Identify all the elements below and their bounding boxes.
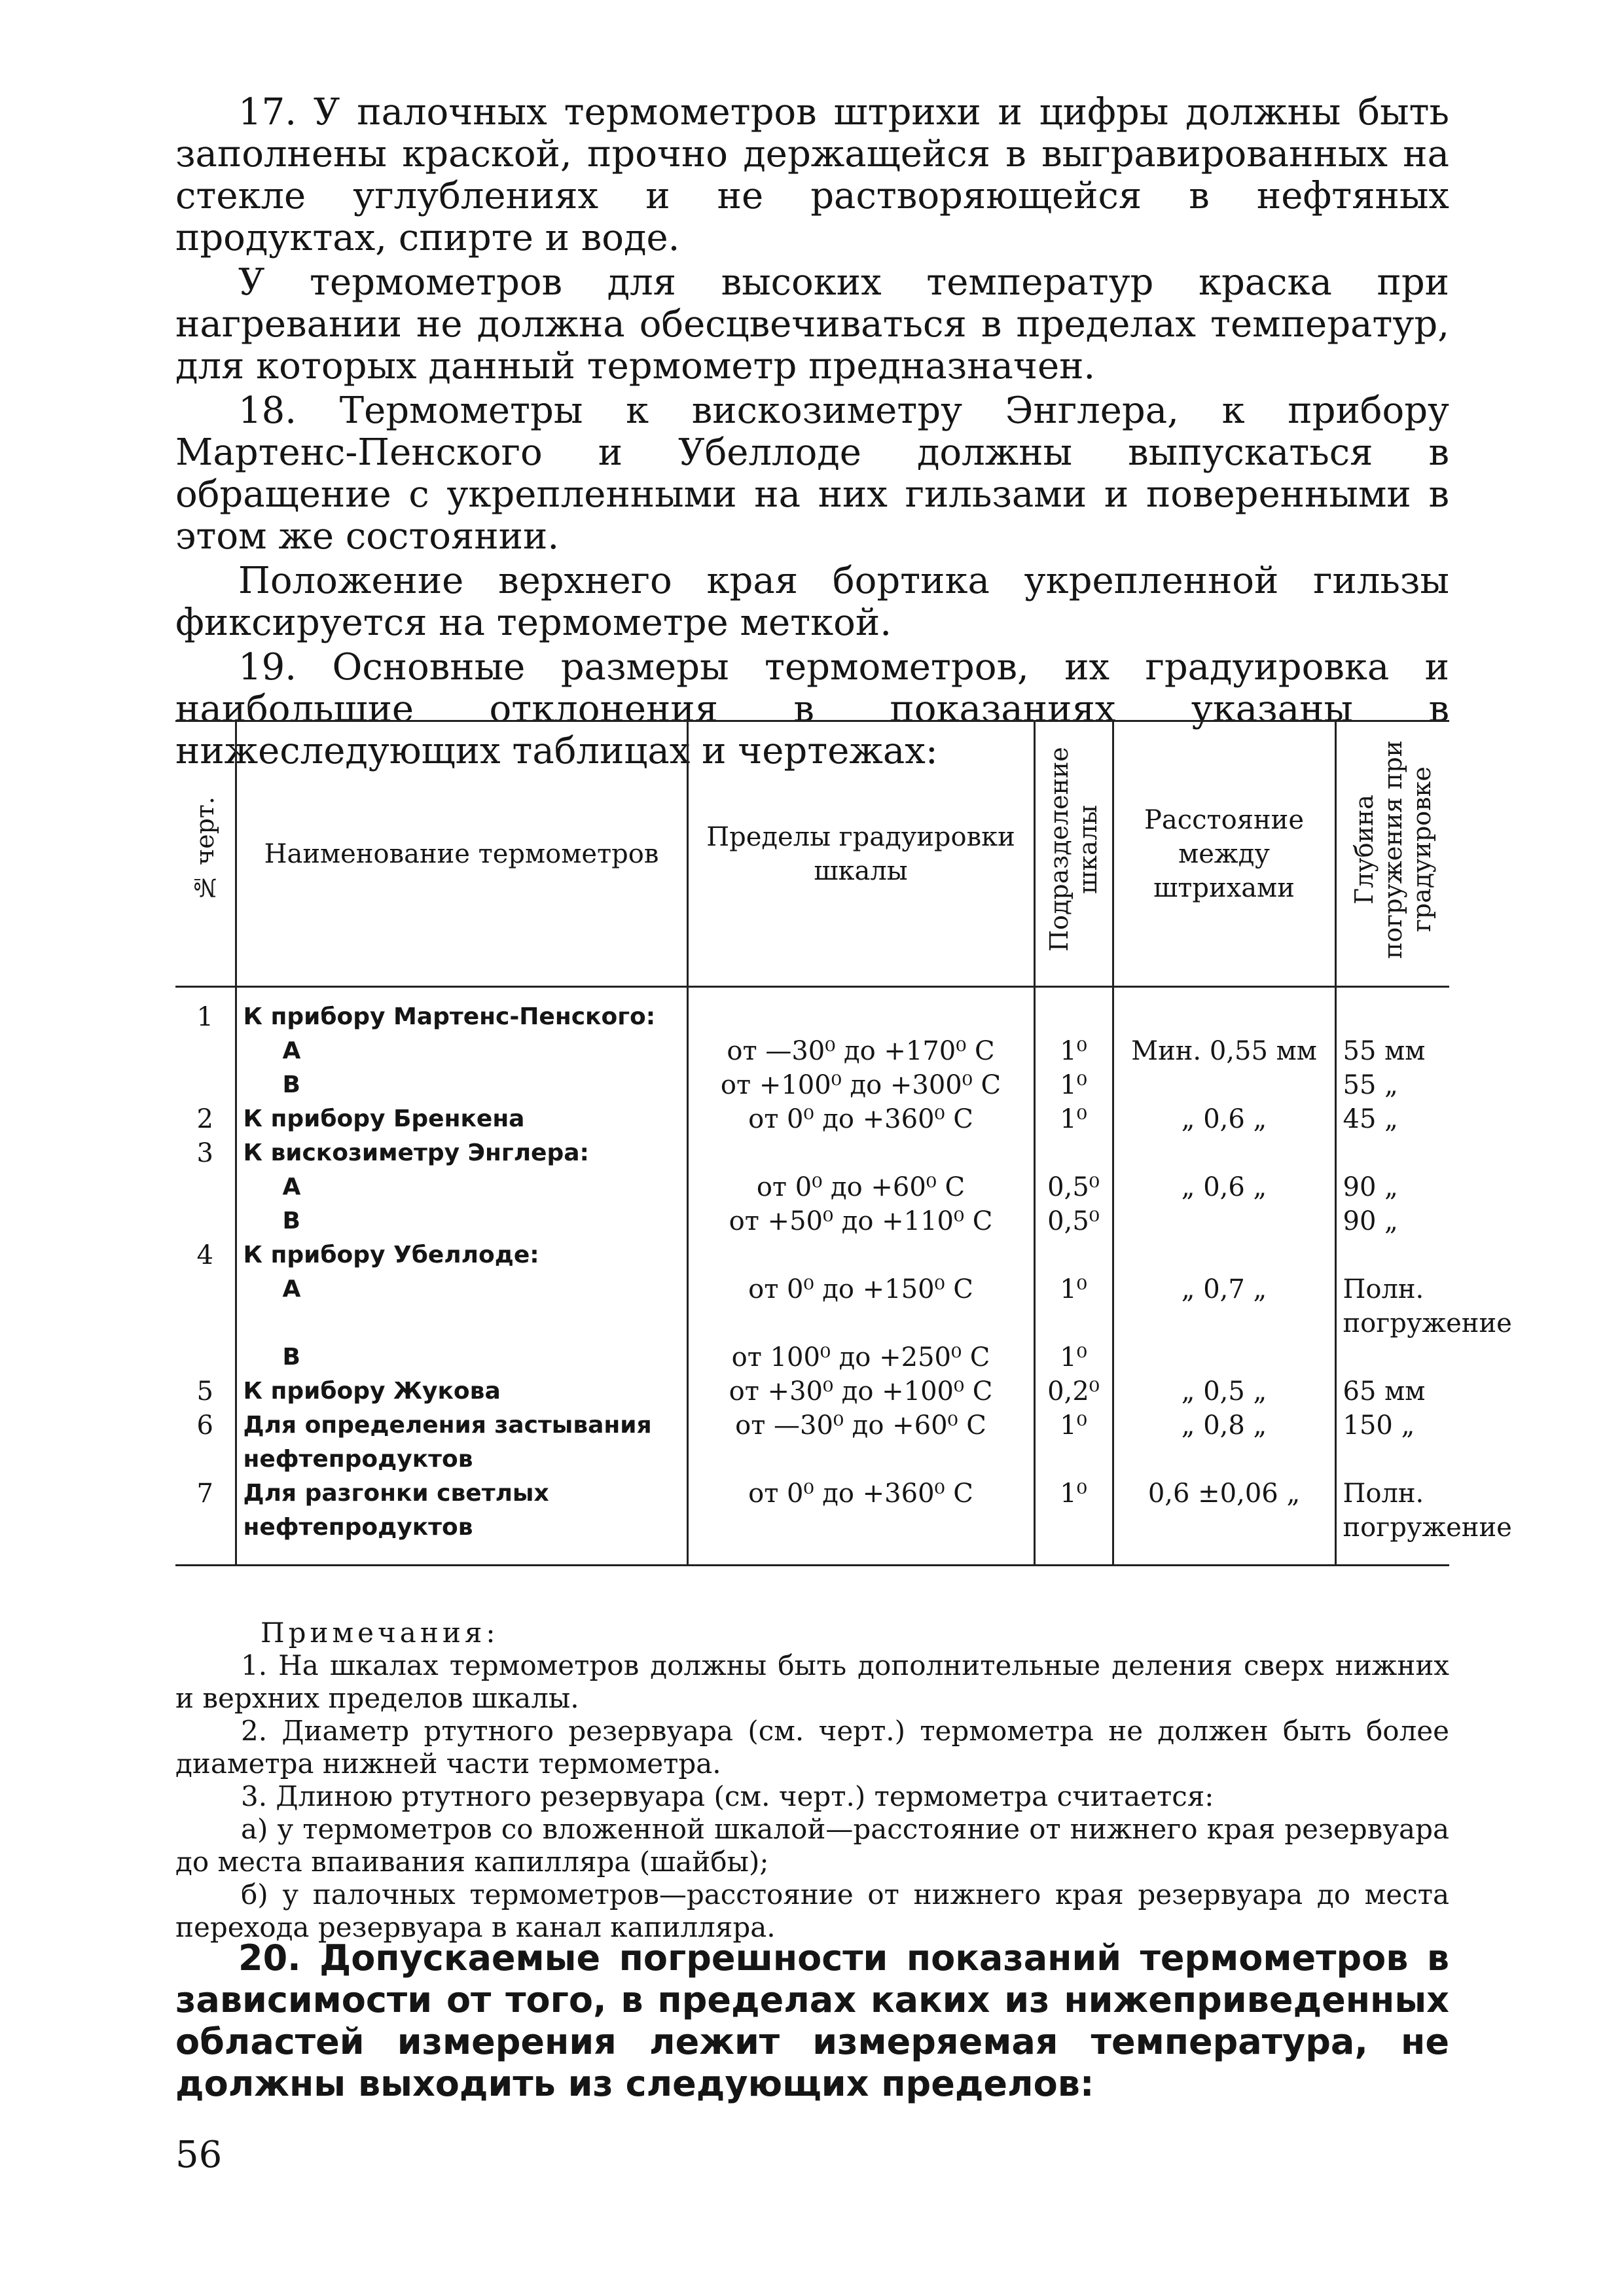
table-header: [175, 721, 1449, 987]
header-range: Пределы градуировки шкалы: [687, 721, 1034, 987]
header-name: Наименование термометров: [236, 721, 687, 987]
body-text: [175, 92, 1449, 772]
header-distance: Расстояние между штрихами: [1113, 721, 1335, 987]
table-row: 6 Для определения застывания нефтепродуктов от —30⁰ до +60⁰ С 1⁰ „ 0,8 „ 150 „: [175, 1408, 1449, 1477]
paragraph-17-paint: У термометров для высоких температур краска при нагревании не должна обесцвечиваться в пределах температур, для которых данный термометр предназначен.: [175, 261, 1449, 387]
note-3a: а) у термометров со вложенной шкалой—расстояние от нижнего края резервуара до места впаивания капилляра (шайбы);: [175, 1813, 1449, 1878]
table-row: А от 0⁰ до +150⁰ С 1⁰ „ 0,7 „ Полн. погружение: [175, 1272, 1449, 1340]
paragraph-17: 17. У палочных термометров штрихи и цифры должны быть заполнены краской, прочно держащейся в выгравированных на стекле углублениях и не растворяющейся в нефтяных продуктах, спирте и воде.: [175, 91, 1449, 259]
table-row: 3 К вискозиметру Энглера:: [175, 1136, 1449, 1170]
header-num: № черт.: [175, 721, 236, 987]
note-3: 3. Длиною ртутного резервуара (см. черт.) термометра считается:: [241, 1780, 1214, 1812]
table-row: 1 К прибору Мартенс-Пенского:: [175, 1000, 1449, 1034]
paragraph-20: 20. Допускаемые погрешности показаний термометров в зависимости от того, в пределах каких из нижеприведенных областей измерения лежит измеряемая температура, не должны выходить из следующих пределов:: [175, 1937, 1449, 2104]
notes-heading: Примечания:: [261, 1617, 499, 1649]
paragraph-20-block: [175, 1937, 1449, 2105]
header-depth: Глубина погружения при градуировке: [1335, 721, 1449, 987]
note-3b: б) у палочных термометров—расстояние от нижнего края резервуара до места перехода резервуара в канал капилляра.: [175, 1878, 1449, 1943]
table-row: В от +50⁰ до +110⁰ С 0,5⁰ 90 „: [175, 1204, 1449, 1238]
table-row: 4 К прибору Убеллоде:: [175, 1238, 1449, 1272]
table-row: В от 100⁰ до +250⁰ С 1⁰: [175, 1340, 1449, 1374]
notes: [175, 1617, 1449, 1944]
page-number: 56: [175, 2134, 223, 2176]
note-1: 1. На шкалах термометров должны быть дополнительные деления сверх нижних и верхних пределов шкалы.: [175, 1649, 1449, 1714]
table-row: А от —30⁰ до +170⁰ С 1⁰ Мин. 0,55 мм 55 мм: [175, 1034, 1449, 1068]
paragraph-18-mark: Положение верхнего края бортика укрепленной гильзы фиксируется на термометре меткой.: [175, 560, 1449, 644]
thermometer-table: [175, 720, 1512, 1566]
table-row: 5 К прибору Жукова от +30⁰ до +100⁰ С 0,2⁰ „ 0,5 „ 65 мм: [175, 1374, 1449, 1408]
table-row: А от 0⁰ до +60⁰ С 0,5⁰ „ 0,6 „ 90 „: [175, 1170, 1449, 1204]
table-row: 7 Для разгонки светлых нефтепродуктов от 0⁰ до +360⁰ С 1⁰ 0,6 ±0,06 „ Полн. погружение: [175, 1477, 1449, 1566]
paragraph-18: 18. Термометры к вискозиметру Энглера, к прибору Мартенс-Пенского и Убеллоде должны выпускаться в обращение с укрепленными на них гильзами и поверенными в этом же состоянии.: [175, 389, 1449, 558]
paragraph-19: 19. Основные размеры термометров, их градуировка и наибольшие отклонения в показаниях указаны в нижеследующих таблицах и чертежах:: [175, 646, 1449, 772]
note-2: 2. Диаметр ртутного резервуара (см. черт.) термометра не должен быть более диаметра нижней части термометра.: [175, 1715, 1449, 1780]
table-row: В от +100⁰ до +300⁰ С 1⁰ 55 „: [175, 1068, 1449, 1102]
header-division: Подразделение шкалы: [1034, 721, 1113, 987]
table-row: 2 К прибору Бренкена от 0⁰ до +360⁰ С 1⁰ „ 0,6 „ 45 „: [175, 1102, 1449, 1136]
